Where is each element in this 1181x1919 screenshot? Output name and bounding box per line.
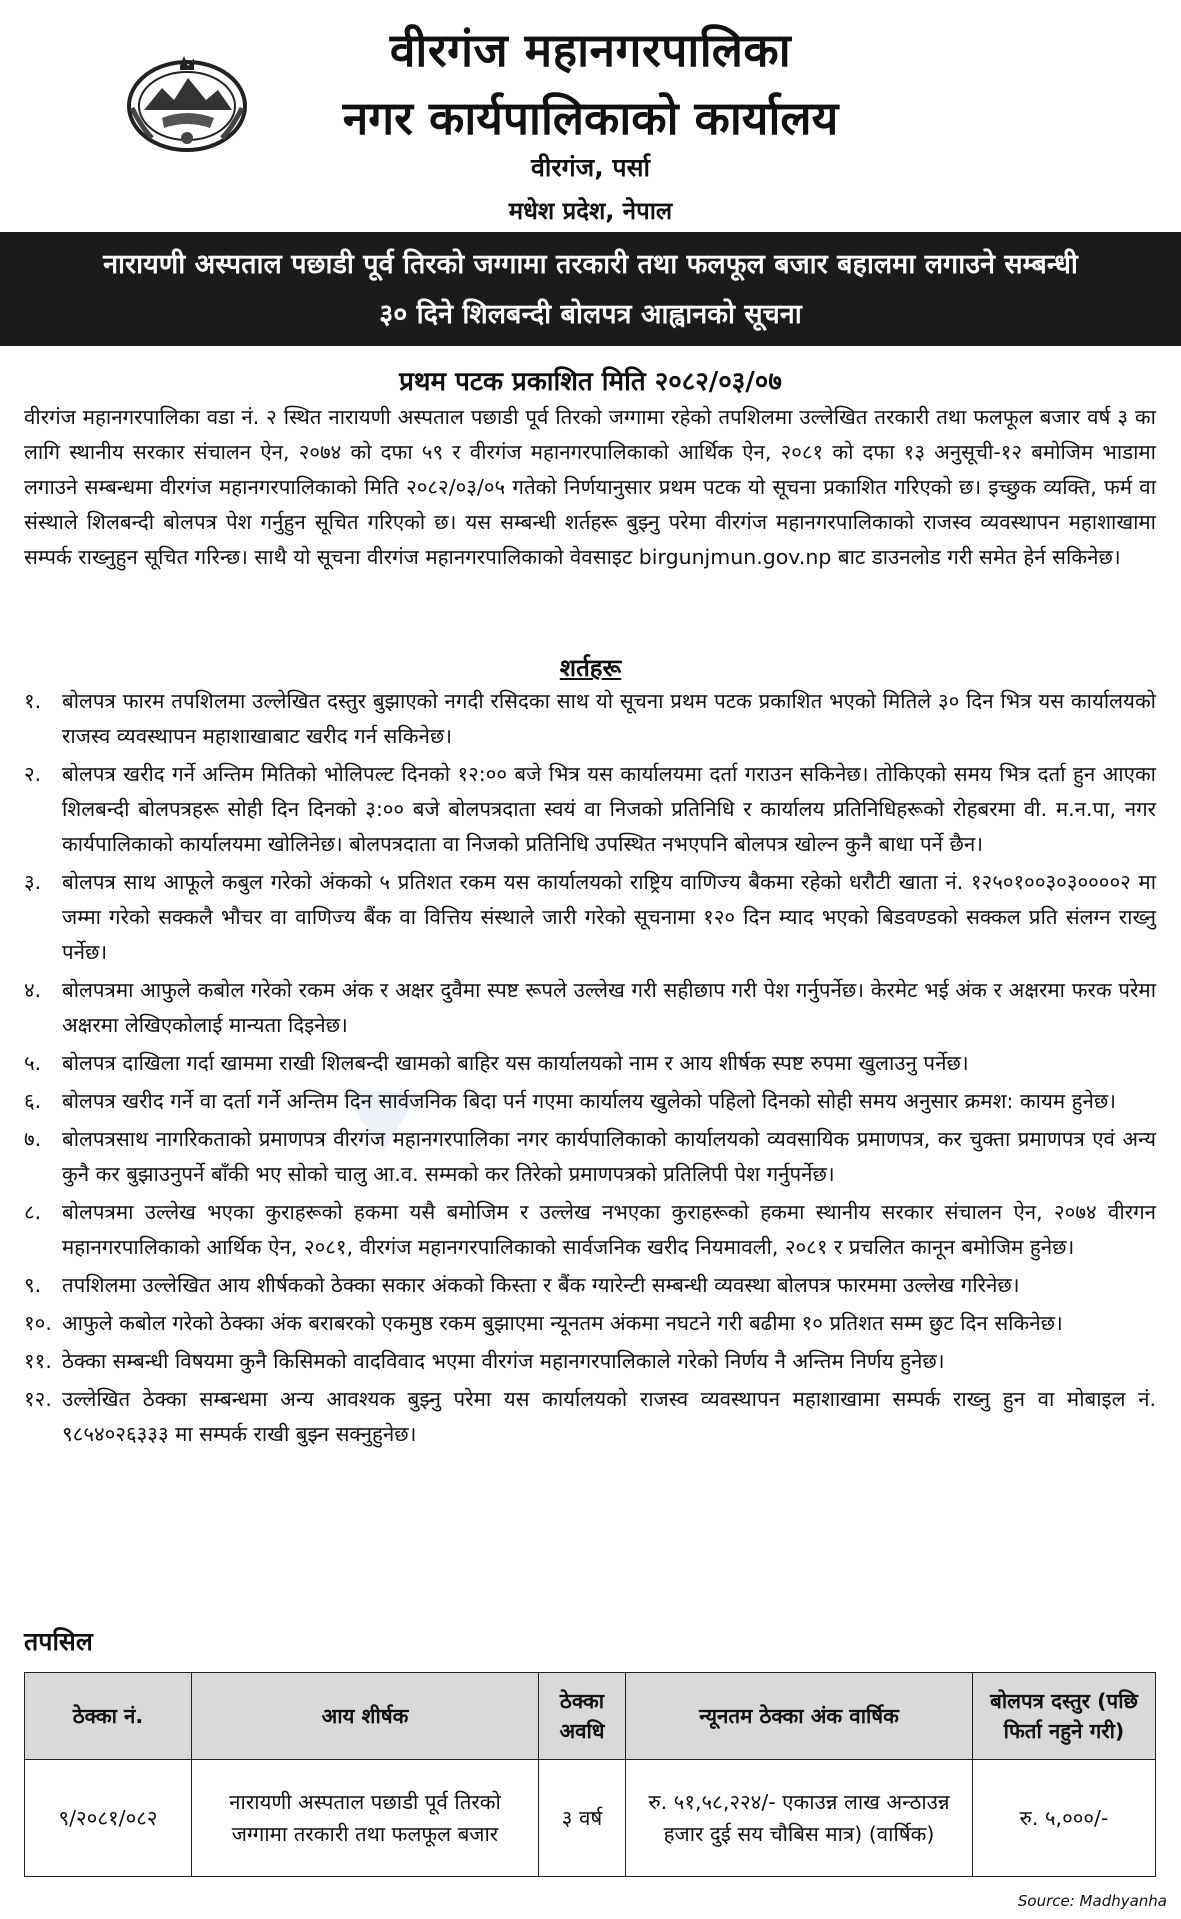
- term-text: बोलपत्रसाथ नागरिकताको प्रमाणपत्र वीरगंज महानगरपालिका नगर कार्यपालिकाको कार्यालयको व्यवसायिक प्रमाणपत्र, कर चुक्ता प्रमाणपत्र एवं अन्य कुनै कर बुझाउनुपर्ने बाँकी भए सोको चालु आ.व. सम्मको कर तिरेको प्रमाणपत्रको प्रतिलिपी पेश गर्नुपर्नेछ।: [62, 1127, 1156, 1186]
- term-number: ६.: [24, 1089, 42, 1113]
- intro-paragraph: वीरगंज महानगरपालिका वडा नं. २ स्थित नारायणी अस्पताल पछाडी पूर्व तिरको जग्गामा रहेको तपशिलमा उल्लेखित तरकारी तथा फलफूल बजार वर्ष ३ का लागि स्थानीय सरकार संचालन ऐन, २०७४ को दफा ५९ र वीरगंज महानगरपालिकाको आर्थिक ऐन, २०८१ को दफा १३ अनुसूची-१२ बमोजिम भाडामा लगाउने सम्बन्धमा वीरगंज महानगरपालिकाको मिति २०८२/०३/०५ गतेको निर्णयानुसार प्रथम पटक यो सूचना प्रकाशित गरिएको छ। इच्छुक व्यक्ति, फर्म वा संस्थाले शिलबन्दी बोलपत्र पेश गर्नुहुन सूचित गरिएको छ। यस सम्बन्धी शर्तहरू बुझ्नु परेमा वीरगंज महानगरपालिकाको राजस्व व्यवस्थापन महाशाखामा सम्पर्क राख्नुहुन सूचित गरिन्छ। साथै यो सूचना वीरगंज महानगरपालिकाको वेवसाइट birgunjmun.gov.np बाट डाउनलोड गरी समेत हेर्न सकिनेछ।: [24, 405, 1156, 569]
- term-item: [24, 1268, 1156, 1303]
- published-date: प्रथम पटक प्रकाशित मिति २०८२/०३/०७: [399, 367, 782, 397]
- term-number: ४.: [24, 978, 42, 1002]
- term-text: ठेक्का सम्बन्धी विषयमा कुनै किसिमको वादविवाद भएमा वीरगंज महानगरपालिकाले गरेको निर्णय नै अन्तिम निर्णय हुनेछ।: [62, 1349, 945, 1373]
- table-header-row: [25, 1673, 1156, 1760]
- term-item: [24, 1084, 1156, 1119]
- column-header-bid-fee: बोलपत्र दस्तुर (पछि फिर्ता नहुने गरी): [973, 1673, 1156, 1760]
- term-item: [24, 973, 1156, 1043]
- term-text: बोलपत्रमा उल्लेख भएका कुराहरूको हकमा यसै बमोजिम र उल्लेख नभएका कुराहरूको हकमा स्थानीय सरकार संचालन ऐन, २०७४ वीरगन महानगरपालिकाको आर्थिक ऐन, २०८१, वीरगंज महानगरपालिकाको सार्वजनिक खरीद नियमावली, २०८१ र प्रचलित कानून बमोजिम हुनेछ।: [62, 1200, 1156, 1259]
- municipality-name: वीरगंज महानगरपालिका: [389, 23, 792, 77]
- cell-bid-fee: रु. ५,०००/-: [973, 1760, 1156, 1877]
- term-number: २.: [24, 762, 42, 786]
- term-text: आफुले कबोल गरेको ठेक्का अंक बराबरको एकमुष्ठ रकम बुझाएमा न्यूनतम अंकमा नघटने गरी बढीमा १० प्रतिशत सम्म छुट दिन सकिनेछ।: [62, 1311, 1063, 1335]
- terms-list: [24, 684, 1156, 1455]
- term-number: ९.: [24, 1273, 42, 1297]
- notice-title-line1: नारायणी अस्पताल पछाडी पूर्व तिरको जग्गामा तरकारी तथा फलफूल बजार बहालमा लगाउने सम्बन्धी: [103, 249, 1078, 280]
- term-item: [24, 1122, 1156, 1192]
- cell-min-amount: रु. ५१,५८,२२४/- एकाउन्न लाख अन्ठाउन्न हजार दुई सय चौबिस मात्र) (वार्षिक): [626, 1760, 973, 1877]
- column-header-contract-no: ठेक्का नं.: [25, 1673, 192, 1760]
- term-item: [24, 1382, 1156, 1452]
- terms-heading: शर्तहरू: [559, 654, 622, 682]
- term-text: तपशिलमा उल्लेखित आय शीर्षकको ठेक्का सकार अंकको किस्ता र बैंक ग्यारेन्टी सम्बन्धी व्यवस्था बोलपत्र फारममा उल्लेख गरिनेछ।: [62, 1273, 1020, 1297]
- term-text: बोलपत्र फारम तपशिलमा उल्लेखित दस्तुर बुझाएको नगदी रसिदका साथ यो सूचना प्रथम पटक प्रकाशित भएको मितिले ३० दिन भित्र यस कार्यालयको राजस्व व्यवस्थापन महाशाखाबाट खरीद गर्न सकिनेछ।: [62, 689, 1156, 748]
- term-number: १२.: [24, 1387, 52, 1411]
- term-text: बोलपत्र साथ आफूले कबुल गरेको अंकको ५ प्रतिशत रकम यस कार्यालयको राष्ट्रिय वाणिज्य बैकमा रहेको धरौटी खाता नं. १२५०१००३०३००००२ मा जम्मा गरेको सक्कलै भौचर वा वाणिज्य बैंक वा वित्तिय संस्थाले जारी गरेको सूचनामा १२० दिन म्याद भएको बिडवण्डको सक्कल प्रति संलग्न राख्नु पर्नेछ।: [62, 870, 1156, 964]
- term-text: बोलपत्रमा आफुले कबोल गरेको रकम अंक र अक्षर दुवैमा स्पष्ट रूपले उल्लेख गरी सहीछाप गरी पेश गर्नुपर्नेछ। केरमेट भई अंक र अक्षरमा फरक परेमा अक्षरमा लेखिएकोलाई मान्यता दिइनेछ।: [62, 978, 1156, 1037]
- term-item: [24, 1195, 1156, 1265]
- term-number: ३.: [24, 870, 42, 894]
- table-row: [25, 1760, 1156, 1877]
- column-header-duration: ठेक्का अवधि: [539, 1673, 626, 1760]
- term-number: १०.: [24, 1311, 52, 1335]
- watermark: ▲: [301, 1046, 428, 1159]
- term-item: [24, 1046, 1156, 1081]
- term-item: [24, 757, 1156, 862]
- term-number: ८.: [24, 1200, 42, 1224]
- office-name: नगर कार्यपालिकाको कार्यालय: [342, 91, 839, 145]
- cell-duration: ३ वर्ष: [539, 1760, 626, 1877]
- schedule-table: [24, 1672, 1156, 1877]
- cell-income-title: नारायणी अस्पताल पछाडी पूर्व तिरको जग्गामा तरकारी तथा फलफूल बजार: [192, 1760, 539, 1877]
- term-text: बोलपत्र दाखिला गर्दा खाममा राखी शिलबन्दी खामको बाहिर यस कार्यालयको नाम र आय शीर्षक स्पष्ट रुपमा खुलाउनु पर्नेछ।: [62, 1051, 969, 1075]
- term-text: उल्लेखित ठेक्का सम्बन्धमा अन्य आवश्यक बुझ्नु परेमा यस कार्यालयको राजस्व व्यवस्थापन महाशाखामा सम्पर्क राख्नु हुन वा मोबाइल नं. ९८५४०२६३३३ मा सम्पर्क राखी बुझ्न सक्नुहुनेछ।: [62, 1387, 1156, 1446]
- schedule-heading: तपसिल: [24, 1627, 93, 1656]
- source-credit: Source: Madhyanha: [1017, 1892, 1167, 1910]
- term-number: ७.: [24, 1127, 42, 1151]
- term-item: [24, 684, 1156, 754]
- term-text: बोलपत्र खरीद गर्ने वा दर्ता गर्ने अन्तिम दिन सार्वजनिक बिदा पर्न गएमा कार्यालय खुलेको पहिलो दिनको सोही समय अनुसार क्रमश: कायम हुनेछ।: [62, 1089, 1117, 1113]
- term-item: [24, 1344, 1156, 1379]
- notice-title-bar: [0, 232, 1181, 346]
- term-number: ११.: [24, 1349, 52, 1373]
- term-text: बोलपत्र खरीद गर्ने अन्तिम मितिको भोलिपल्ट दिनको १२:०० बजे भित्र यस कार्यालयमा दर्ता गराउन सकिनेछ। तोकिएको समय भित्र दर्ता हुन आएका शिलबन्दी बोलपत्रहरू सोही दिन दिनको ३:०० बजे बोलपत्रदाता स्वयं वा निजको प्रतिनिधि र कार्यालय प्रतिनिधिहरूको रोहबरमा वी. म.न.पा, नगर कार्यपालिकाको कार्यालयमा खोलिनेछ। बोलपत्रदाता वा निजको प्रतिनिधि उपस्थित नभएपनि बोलपत्र खोल्न कुनै बाधा पर्ने छैन।: [62, 762, 1156, 856]
- column-header-income-title: आय शीर्षक: [192, 1673, 539, 1760]
- office-location: वीरगंज, पर्सा: [530, 153, 650, 182]
- office-province: मधेश प्रदेश, नेपाल: [508, 197, 673, 225]
- cell-contract-no: ९/२०८१/०८२: [25, 1760, 192, 1877]
- column-header-min-amount: न्यूनतम ठेक्का अंक वार्षिक: [626, 1673, 973, 1760]
- term-number: १.: [24, 689, 42, 713]
- notice-title-line2: ३० दिने शिलबन्दी बोलपत्र आह्वानको सूचना: [379, 299, 802, 330]
- header: [0, 0, 1181, 228]
- term-item: [24, 865, 1156, 970]
- term-item: [24, 1306, 1156, 1341]
- term-number: ५.: [24, 1051, 42, 1075]
